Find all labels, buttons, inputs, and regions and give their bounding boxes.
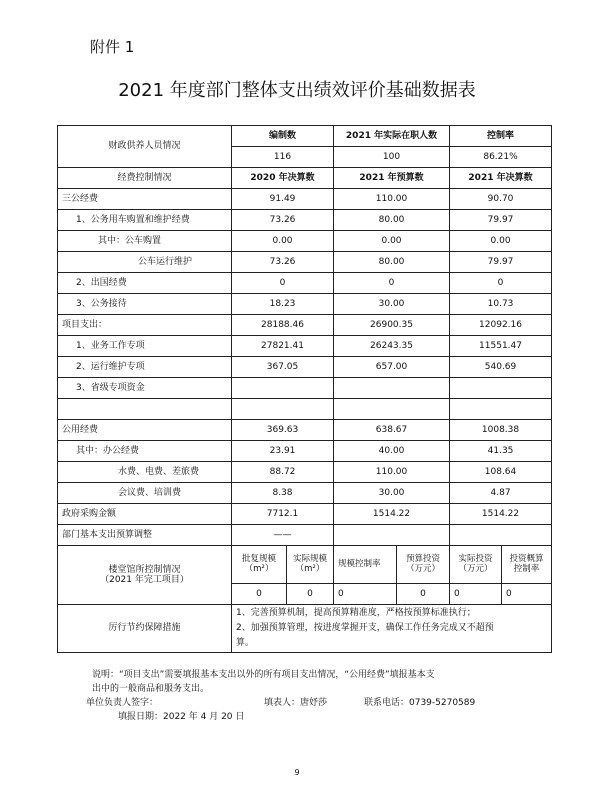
funds-col-2021-budget: 2021 年预算数 — [334, 168, 450, 189]
row-value: 73.26 — [232, 210, 334, 231]
staff-header-rate: 控制率 — [450, 126, 552, 147]
building-value: 0 — [287, 584, 334, 605]
building-label-line1: 楼堂馆所控制情况 — [108, 564, 181, 575]
basic-adjust-value: —— — [232, 525, 334, 546]
staff-header-quota: 编制数 — [232, 126, 334, 147]
row-value: 0 — [232, 273, 334, 294]
row-value: 28188.46 — [232, 315, 334, 336]
row-value: 41.35 — [450, 441, 552, 462]
notes — [86, 668, 552, 724]
page-title: 2021 年度部门整体支出绩效评价基础数据表 — [118, 80, 476, 101]
notes-line-2: 出中的一般商品和服务支出。 — [92, 684, 210, 694]
row-value: 1008.38 — [450, 420, 552, 441]
row-value: 91.49 — [232, 189, 334, 210]
row-value: 79.97 — [450, 210, 552, 231]
row-value: 8.38 — [232, 483, 334, 504]
row-value: 0 — [334, 273, 450, 294]
notes-signature-row — [86, 696, 552, 710]
row-value: 10.73 — [450, 294, 552, 315]
row-value: 26900.35 — [334, 315, 450, 336]
building-label — [58, 546, 232, 605]
table-row — [58, 336, 552, 357]
row-value: 369.63 — [232, 420, 334, 441]
row-value: 12092.16 — [450, 315, 552, 336]
row-value: 108.64 — [450, 462, 552, 483]
table-row-empty — [58, 399, 552, 420]
table-row — [58, 357, 552, 378]
row-value — [334, 399, 450, 420]
row-value: 0 — [450, 273, 552, 294]
row-value — [334, 378, 450, 399]
data-table — [57, 125, 552, 653]
row-label: 公用经费 — [58, 420, 232, 441]
building-header-row — [58, 546, 552, 584]
row-value: 1514.22 — [450, 504, 552, 525]
row-value: 27821.41 — [232, 336, 334, 357]
row-value: 367.05 — [232, 357, 334, 378]
table-row — [58, 462, 552, 483]
filler-label: 填表人：唐妤莎 — [264, 698, 328, 708]
row-value: 540.69 — [450, 357, 552, 378]
saving-label: 厉行节约保障措施 — [58, 605, 232, 653]
row-label: 1、公务用车购置和维护经费 — [58, 210, 232, 231]
phone-label: 联系电话：0739-5270589 — [364, 698, 476, 708]
building-label-line2: （2021 年完工项目） — [100, 575, 189, 585]
row-value: 30.00 — [334, 483, 450, 504]
row-value: 110.00 — [334, 189, 450, 210]
saving-line-2: 2、加强预算管理，按进度掌握开支，确保工作任务完成又不超预 — [236, 623, 494, 633]
row-value: 4.87 — [450, 483, 552, 504]
basic-adjust-label: 部门基本支出预算调整 — [58, 525, 232, 546]
row-label: 3、公务接待 — [58, 294, 232, 315]
funds-col-2020: 2020 年决算数 — [232, 168, 334, 189]
row-value: 0.00 — [334, 231, 450, 252]
row-value — [232, 378, 334, 399]
table-row — [58, 252, 552, 273]
table-row — [58, 210, 552, 231]
staff-header-row — [58, 126, 552, 147]
row-value: 0.00 — [232, 231, 334, 252]
row-value: 7712.1 — [232, 504, 334, 525]
staff-label: 财政供养人员情况 — [58, 126, 232, 168]
row-value: 1514.22 — [334, 504, 450, 525]
row-value: 0.00 — [450, 231, 552, 252]
date-label: 填报日期：2022 年 4 月 20 日 — [118, 712, 245, 722]
row-value: 73.26 — [232, 252, 334, 273]
table-row — [58, 273, 552, 294]
row-label: 其中：公车购置 — [58, 231, 232, 252]
row-label: 1、业务工作专项 — [58, 336, 232, 357]
row-value: 30.00 — [334, 294, 450, 315]
staff-quota-value: 116 — [232, 147, 334, 168]
row-value: 110.00 — [334, 462, 450, 483]
building-value: 0 — [502, 584, 552, 605]
row-label: 政府采购金额 — [58, 504, 232, 525]
table-row — [58, 441, 552, 462]
table-row — [58, 504, 552, 525]
row-value: 79.97 — [450, 252, 552, 273]
table-row — [58, 189, 552, 210]
staff-rate-value: 86.21% — [450, 147, 552, 168]
building-header: 预算投资（万元） — [397, 546, 450, 584]
funds-header-row — [58, 168, 552, 189]
staff-header-actual: 2021 年实际在职人数 — [334, 126, 450, 147]
building-header: 投资概算控制率 — [502, 546, 552, 584]
saving-line-3: 算。 — [236, 638, 255, 648]
building-value: 0 — [397, 584, 450, 605]
building-value: 0 — [232, 584, 287, 605]
row-label: 水费、电费、差旅费 — [58, 462, 232, 483]
table-row — [58, 294, 552, 315]
row-value: 657.00 — [334, 357, 450, 378]
row-value — [232, 399, 334, 420]
saving-line-1: 1、完善预算机制，提高预算精准度，严格按预算标准执行； — [236, 608, 476, 618]
row-label: 2、运行维护专项 — [58, 357, 232, 378]
notes-line-1: 说明：“项目支出”需要填报基本支出以外的所有项目支出情况，“公用经费”填报基本支 — [92, 670, 435, 680]
row-value: 80.00 — [334, 252, 450, 273]
building-value: 0 — [450, 584, 502, 605]
row-value — [450, 399, 552, 420]
row-label: 其中：办公经费 — [58, 441, 232, 462]
building-header: 规模控制率 — [334, 546, 397, 584]
page-number: 9 — [294, 768, 300, 777]
row-label — [58, 399, 232, 420]
building-header: 批复规模（m²） — [232, 546, 287, 584]
table-row — [58, 483, 552, 504]
row-value: 40.00 — [334, 441, 450, 462]
signer-label: 单位负责人签字： — [86, 698, 159, 708]
row-value: 26243.35 — [334, 336, 450, 357]
basic-adjust-row — [58, 525, 552, 546]
row-value: 638.67 — [334, 420, 450, 441]
row-label: 公车运行维护 — [58, 252, 232, 273]
row-value: 11551.47 — [450, 336, 552, 357]
row-label: 3、省级专项资金 — [58, 378, 232, 399]
row-label: 会议费、培训费 — [58, 483, 232, 504]
staff-actual-value: 100 — [334, 147, 450, 168]
row-label: 三公经费 — [58, 189, 232, 210]
funds-label: 经费控制情况 — [58, 168, 232, 189]
row-value: 80.00 — [334, 210, 450, 231]
building-header: 实际投资（万元） — [450, 546, 502, 584]
building-value: 0 — [334, 584, 397, 605]
row-value: 18.23 — [232, 294, 334, 315]
row-value: 90.70 — [450, 189, 552, 210]
row-value: 88.72 — [232, 462, 334, 483]
building-header: 实际规模（m²） — [287, 546, 334, 584]
funds-col-2021-final: 2021 年决算数 — [450, 168, 552, 189]
saving-content — [232, 605, 552, 653]
table-row — [58, 378, 552, 399]
row-value: 23.91 — [232, 441, 334, 462]
row-label: 项目支出： — [58, 315, 232, 336]
attachment-label: 附件 1 — [90, 38, 135, 56]
row-value — [450, 378, 552, 399]
row-label: 2、出国经费 — [58, 273, 232, 294]
table-row — [58, 420, 552, 441]
table-row — [58, 231, 552, 252]
table-row — [58, 315, 552, 336]
saving-row — [58, 605, 552, 653]
